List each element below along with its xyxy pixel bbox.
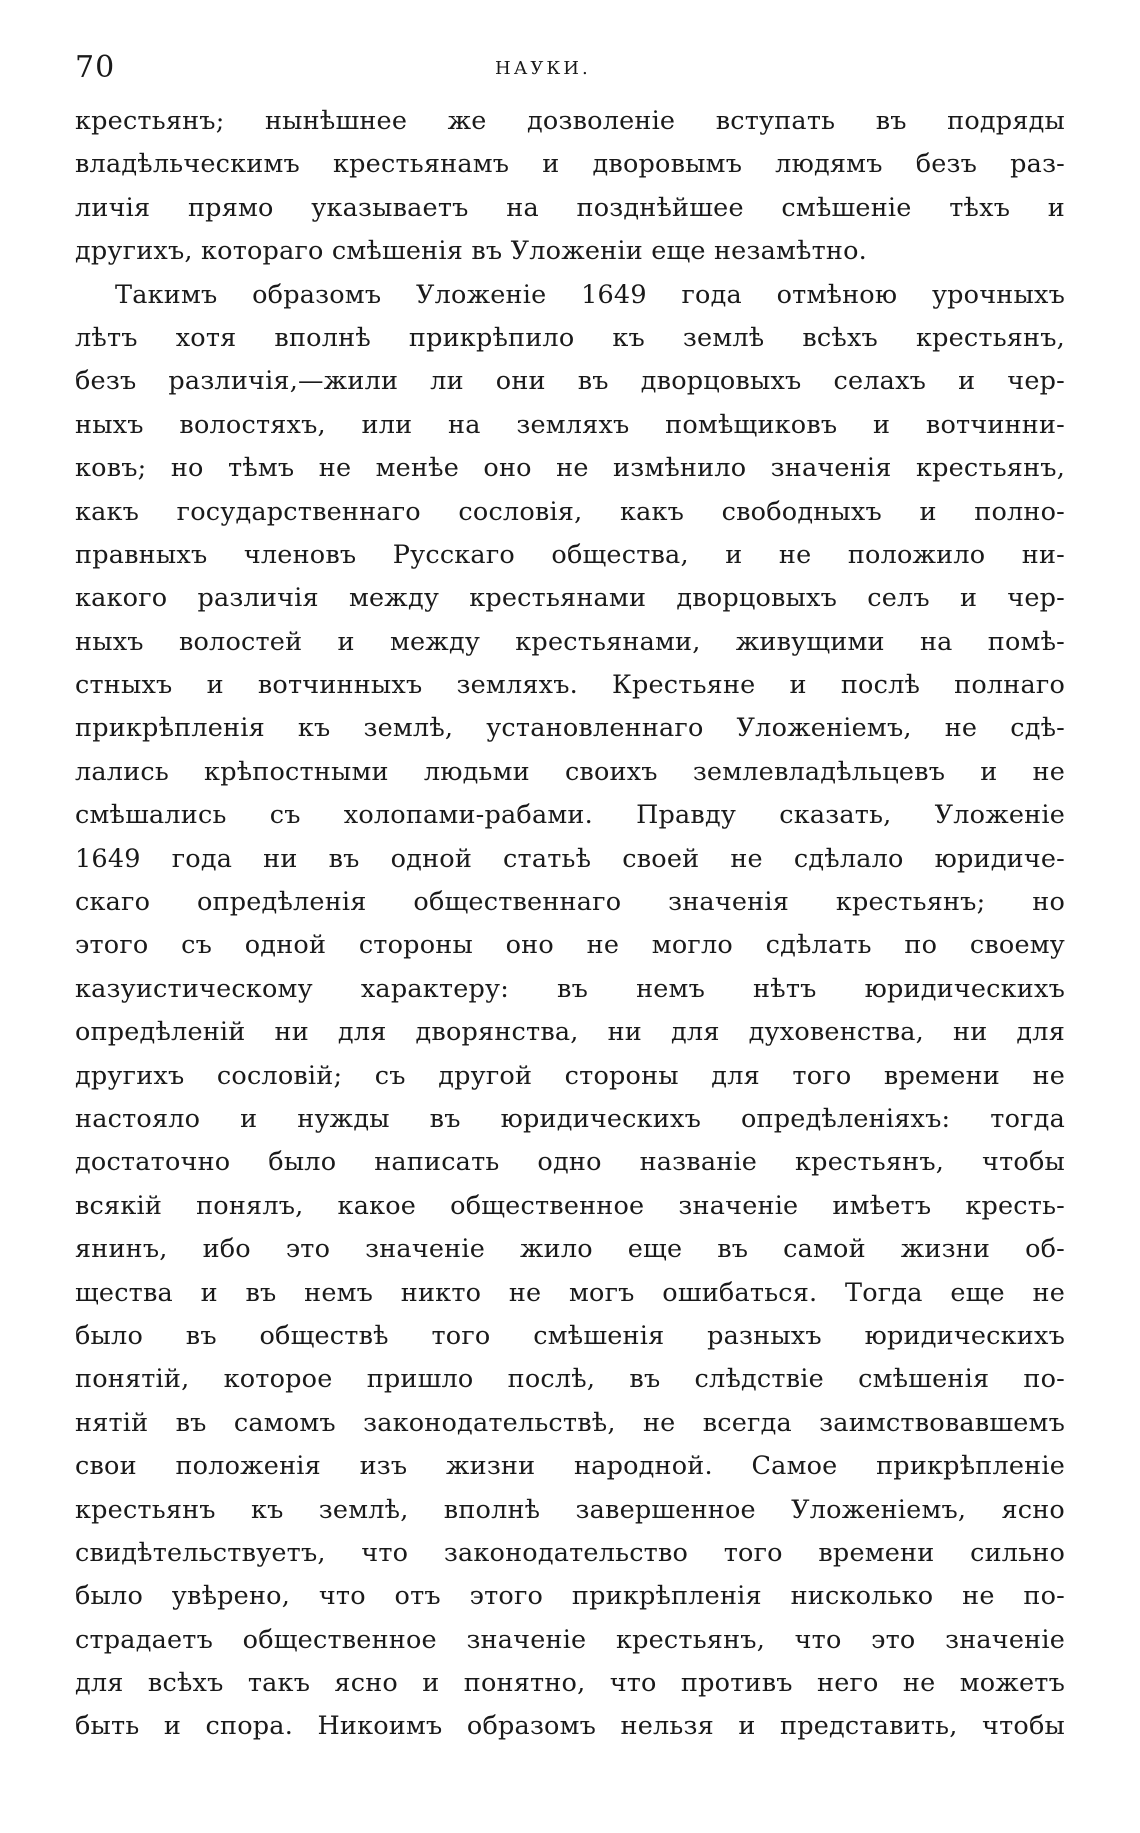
text-line: свидѣтельствуетъ, что законодательство того времени сильно (75, 1537, 1065, 1568)
text-line: страдаетъ общественное значеніе крестьянъ, что это значеніе (75, 1624, 1065, 1655)
running-title: НАУКИ. (495, 58, 591, 79)
text-line: щества и въ немъ никто не могъ ошибаться. Тогда еще не (75, 1277, 1065, 1308)
text-line: безъ различія,—жили ли они въ дворцовыхъ селахъ и чер- (75, 366, 1065, 397)
text-line: этого съ одной стороны оно не могло сдѣлать по своему (75, 930, 1065, 961)
text-line: крестьянъ; нынѣшнее же дозволенiе вступать въ подряды (75, 106, 1065, 136)
text-line: понятій, которое пришло послѣ, въ слѣдствіе смѣшенія по- (75, 1364, 1065, 1395)
text-line: свои положенія изъ жизни народной. Самое прикрѣпленіе (75, 1451, 1065, 1482)
text-line: ныхъ волостей и между крестьянами, живущими на помѣ- (75, 626, 1065, 657)
text-line: 1649 года ни въ одной статьѣ своей не сдѣлало юридиче- (75, 843, 1065, 874)
text-line: янинъ, ибо это значеніе жило еще въ самой жизни об- (75, 1234, 1065, 1265)
text-line: какого различія между крестьянами дворцовыхъ селъ и чер- (75, 583, 1065, 614)
body-text (75, 100, 1065, 1749)
text-line: лались крѣпостными людьми своихъ землевладѣльцевъ и не (75, 756, 1065, 787)
text-line: скаго опредѣленія общественнаго значенія крестьянъ; но (75, 887, 1065, 918)
text-line: опредѣленій ни для дворянства, ни для духовенства, ни для (75, 1017, 1065, 1048)
text-line: стныхъ и вотчинныхъ земляхъ. Крестьяне и послѣ полнаго (75, 670, 1065, 701)
text-line: ныхъ волостяхъ, или на земляхъ помѣщиковъ и вотчинни- (75, 409, 1065, 440)
page-number: 70 (75, 50, 116, 85)
text-line: другихъ сословій; съ другой стороны для того времени не (75, 1060, 1065, 1091)
text-line: казуистическому характеру: въ немъ нѣтъ юридическихъ (75, 973, 1065, 1004)
text-line: личія прямо указываетъ на позднѣйшее смѣшеніе тѣхъ и (75, 192, 1065, 223)
text-line: было увѣрено, что отъ этого прикрѣпленія нисколько не по- (75, 1581, 1065, 1612)
text-line: лѣтъ хотя вполнѣ прикрѣпило къ землѣ всѣхъ крестьянъ, (75, 322, 1065, 353)
text-line: владѣльческимъ крестьянамъ и дворовымъ людямъ безъ раз- (75, 149, 1065, 180)
running-head (75, 50, 1065, 90)
text-line: нятій въ самомъ законодательствѣ, не всегда заимствовавшемъ (75, 1407, 1065, 1438)
text-line: было въ обществѣ того смѣшенія разныхъ юридическихъ (75, 1320, 1065, 1351)
text-line: всякій понялъ, какое общественное значеніе имѣетъ кресть- (75, 1190, 1065, 1221)
text-line: для всѣхъ такъ ясно и понятно, что противъ него не можетъ (75, 1668, 1065, 1699)
text-line: смѣшались съ холопами-рабами. Правду сказать, Уложеніе (75, 800, 1065, 831)
text-line: достаточно было написать одно названіе крестьянъ, чтобы (75, 1147, 1065, 1178)
text-line: правныхъ членовъ Русскаго общества, и не положило ни- (75, 539, 1065, 570)
text-line: какъ государственнаго сословія, какъ свободныхъ и полно- (75, 496, 1065, 527)
text-line: прикрѣпленія къ землѣ, установленнаго Уложеніемъ, не сдѣ- (75, 713, 1065, 744)
text-line: крестьянъ къ землѣ, вполнѣ завершенное Уложеніемъ, ясно (75, 1494, 1065, 1525)
text-line: быть и спора. Никоимъ образомъ нельзя и представить, чтобы (75, 1711, 1065, 1742)
text-line: ковъ; но тѣмъ не менѣе оно не измѣнило значенія крестьянъ, (75, 453, 1065, 484)
text-line: настояло и нужды въ юридическихъ опредѣленіяхъ: тогда (75, 1103, 1065, 1134)
paragraph-first-line: Такимъ образомъ Уложеніе 1649 года отмѣною урочныхъ (115, 279, 1065, 310)
text-line: другихъ, котораго смѣшенія въ Уложеніи еще незамѣтно. (75, 236, 867, 267)
